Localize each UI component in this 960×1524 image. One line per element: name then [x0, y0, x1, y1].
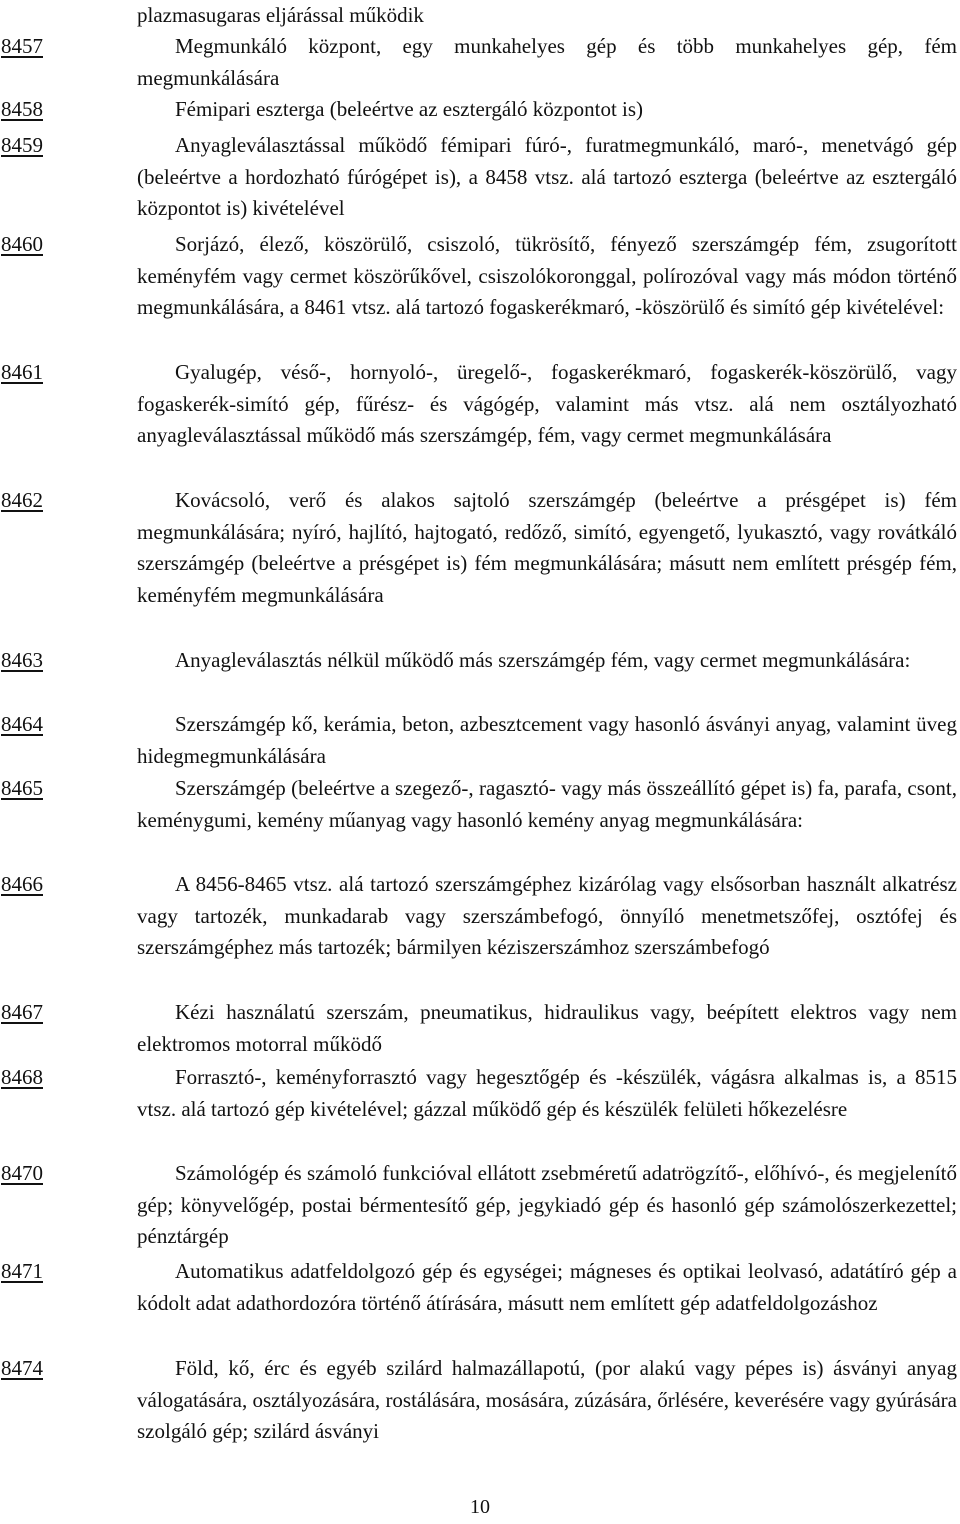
tariff-description: Föld, kő, érc és egyéb szilárd halmazállapotú, (por alakú vagy pépes is) ásványi anyag válogatására, osztályozására, rostálására, mosására, zúzására, őrlésére, keverésére vagy gyúrására szolgáló gép; szilárd ásványi — [137, 1356, 957, 1443]
tariff-code: 8467 — [1, 1000, 43, 1024]
tariff-description: Automatikus adatfeldolgozó gép és egységei; mágneses és optikai leolvasó, adatátíró gép a kódolt adat adathordozóra történő átírására, másutt nem említett gép adatfeldolgozáshoz — [137, 1259, 957, 1315]
tariff-code: 8465 — [1, 776, 43, 800]
tariff-description: Szerszámgép (beleértve a szegező-, ragasztó- vagy más összeállító gépet is) fa, parafa, csont, keménygumi, kemény műanyag vagy hasonló kemény anyag megmunkálására: — [137, 776, 957, 832]
tariff-description: Sorjázó, élező, köszörülő, csiszoló, tükrösítő, fényező szerszámgép fém, zsugorított keményfém vagy cermet köszörűkővel, csiszolókoronggal, polírozóval vagy más módon történő megmunkálására, a 8461 vtsz. alá tartozó fogaskerékmaró, -köszörülő és simító gép kivételével: — [137, 232, 957, 319]
tariff-code: 8468 — [1, 1065, 43, 1089]
tariff-description: A 8456-8465 vtsz. alá tartozó szerszámgéphez kizárólag vagy elsősorban használt alkatrész vagy tartozék, munkadarab vagy szerszámbefogó, önnyíló menetmetszőfej, osztófej és szerszámgéphez más tartozék; bármilyen kéziszerszámhoz szerszámbefogó — [137, 872, 957, 959]
tariff-code: 8462 — [1, 488, 43, 512]
tariff-code: 8457 — [1, 34, 43, 58]
tariff-description: Kézi használatú szerszám, pneumatikus, hidraulikus vagy, beépített elektros vagy nem elektromos motorral működő — [137, 1000, 957, 1056]
tariff-description: Anyagleválasztás nélkül működő más szerszámgép fém, vagy cermet megmunkálására: — [175, 648, 911, 672]
tariff-code: 8461 — [1, 360, 43, 384]
page-number: 10 — [470, 1496, 490, 1518]
tariff-code: 8466 — [1, 872, 43, 896]
tariff-code: 8458 — [1, 97, 43, 121]
tariff-description: Kovácsoló, verő és alakos sajtoló szerszámgép (beleértve a présgépet is) fém megmunkálására; nyíró, hajlító, hajtogató, redőző, simító, egyengető, lyukasztó, vagy rovátkáló szerszámgép (beleértve a présgépet is) fém megmunkálására; másutt nem említett présgép fém, keményfém megmunkálására — [137, 488, 957, 607]
tariff-description: Megmunkáló központ, egy munkahelyes gép és több munkahelyes gép, fém megmunkálására — [137, 34, 957, 90]
tariff-description: Számológép és számoló funkcióval ellátott zsebméretű adatrögzítő-, előhívó-, és megjelenítő gép; könyvelőgép, postai bérmentesítő gép, jegykiadó gép és hasonló gép számolószerkezettel; pénztárgép — [137, 1161, 957, 1248]
tariff-code: 8470 — [1, 1161, 43, 1185]
tariff-code: 8460 — [1, 232, 43, 256]
continued-text: plazmasugaras eljárással működik — [137, 3, 424, 27]
tariff-description: Anyagleválasztással működő fémipari fúró-, furatmegmunkáló, maró-, menetvágó gép (beleértve a hordozható fúrógépet is), a 8458 vtsz. alá tartozó eszterga (beleértve az esztergáló központot is) kivételével — [137, 133, 957, 220]
tariff-code: 8459 — [1, 133, 43, 157]
tariff-description: Gyalugép, véső-, hornyoló-, üregelő-, fogaskerékmaró, fogaskerék-köszörülő, vagy fogaskerék-simító gép, fűrész- és vágógép, valamint más vtsz. alá nem osztályozható anyagleválasztással működő más szerszámgép, fém, vagy cermet megmunkálására — [137, 360, 957, 447]
tariff-code: 8471 — [1, 1259, 43, 1283]
tariff-code: 8464 — [1, 712, 43, 736]
tariff-description: Forrasztó-, keményforrasztó vagy hegesztőgép és -készülék, vágásra alkalmas is, a 8515 vtsz. alá tartozó gép kivételével; gázzal működő gép és készülék felületi hőkezelésre — [137, 1065, 957, 1121]
tariff-code: 8463 — [1, 648, 43, 672]
tariff-description: Fémipari eszterga (beleértve az esztergáló központot is) — [175, 97, 644, 121]
tariff-description: Szerszámgép kő, kerámia, beton, azbesztcement vagy hasonló ásványi anyag, valamint üveg hidegmegmunkálására — [137, 712, 957, 768]
tariff-code: 8474 — [1, 1356, 43, 1380]
